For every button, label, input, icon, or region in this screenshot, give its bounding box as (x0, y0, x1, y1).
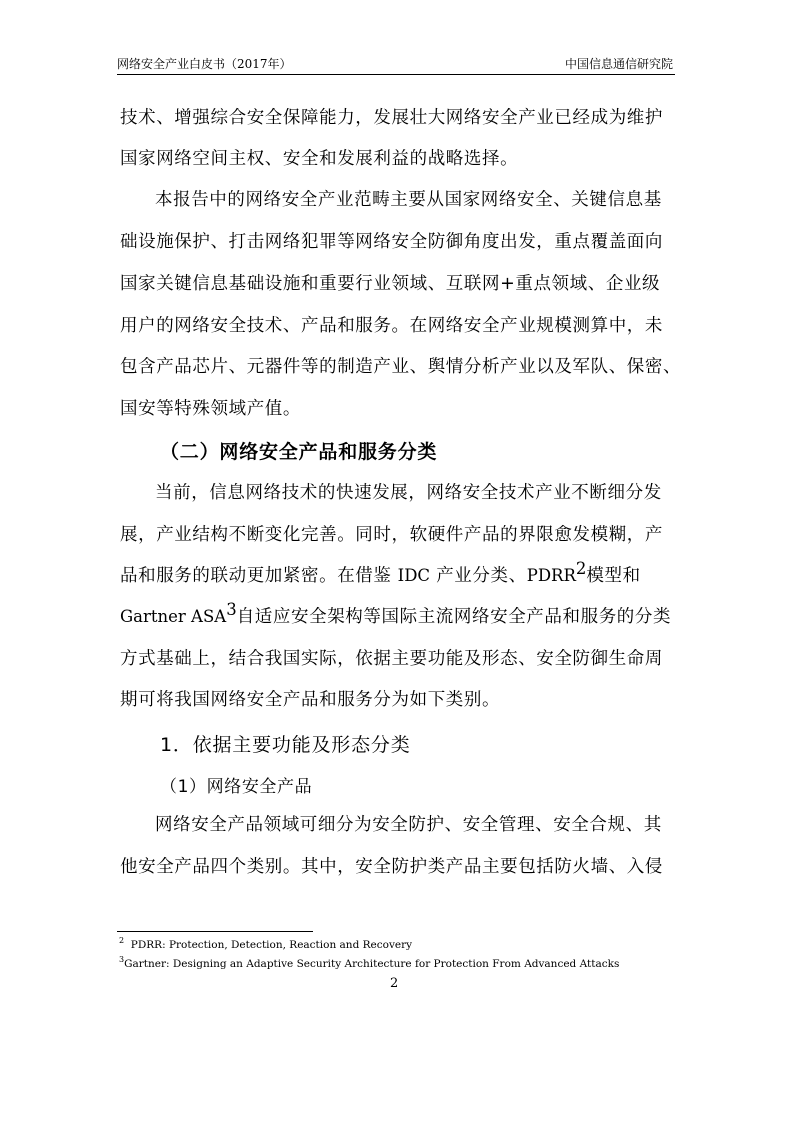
section-heading: （二）网络安全产品和服务分类 (160, 441, 438, 463)
footnote-ref-2: 2 (575, 559, 587, 578)
paragraph-2-line-5: 包含产品芯片、元器件等的制造产业、舆情分析产业以及军队、保密、 (120, 357, 682, 377)
page-number: 2 (390, 976, 399, 991)
paragraph-4-line-1: 网络安全产品领域可细分为安全防护、安全管理、安全合规、其 (155, 815, 662, 835)
paragraph-4-line-2: 他安全产品四个类别。其中，安全防护类产品主要包括防火墙、入侵 (120, 857, 663, 877)
paragraph-3-line-1: 当前，信息网络技术的快速发展，网络安全技术产业不断细分发 (155, 483, 662, 503)
paragraph-2-line-3: 国家关键信息基础设施和重要行业领域、互联网+重点领域、企业级 (120, 274, 661, 294)
paragraph-3-line-4: Gartner ASA$^3$自适应安全架构等国际主流网络安全产品和服务的分类 (120, 600, 672, 627)
footnote-rule (117, 931, 313, 932)
paragraph-1-line-1: 技术、增强综合安全保障能力，发展壮大网络安全产业已经成为维护 (120, 108, 663, 128)
footnote-3: $^3$Gartner: Designing an Adaptive Security Architecture for Protection From Advanced Attacks (119, 955, 620, 970)
subsection-heading: 1．依据主要功能及形态分类 (160, 734, 411, 756)
paragraph-2-line-2: 础设施保护、打击网络犯罪等网络安全防御角度出发，重点覆盖面向 (120, 232, 663, 252)
header-rule (117, 74, 675, 75)
header-title: 网络安全产业白皮书（2017年） (117, 57, 292, 71)
paragraph-2-line-4: 用户的网络安全技术、产品和服务。在网络安全产业规模测算中，未 (120, 316, 663, 336)
header-organization: 中国信息通信研究院 (564, 57, 673, 71)
footnote-2: $^2$ PDRR: Protection, Detection, Reaction and Recovery (119, 936, 413, 951)
paragraph-1-line-2: 国家网络空间主权、安全和发展利益的战略选择。 (120, 149, 519, 169)
paragraph-3-line-5: 方式基础上，结合我国实际，依据主要功能及形态、安全防御生命周 (120, 649, 663, 669)
footnote-ref-3: 3 (226, 600, 237, 619)
paragraph-3-line-6: 期可将我国网络安全产品和服务分为如下类别。 (120, 690, 501, 710)
paragraph-3-line-2: 展，产业结构不断变化完善。同时，软硬件产品的界限愈发模糊，产 (120, 525, 663, 545)
paragraph-3-line-3: 品和服务的联动更加紧密。在借鉴 IDC 产业分类、PDRR$^2$模型和 (120, 559, 641, 586)
sub-subsection-heading: （1）网络安全产品 (160, 777, 313, 797)
paragraph-2-line-6: 国安等特殊领域产值。 (120, 399, 301, 419)
paragraph-2-line-1: 本报告中的网络安全产业范畴主要从国家网络安全、关键信息基 (155, 190, 662, 210)
